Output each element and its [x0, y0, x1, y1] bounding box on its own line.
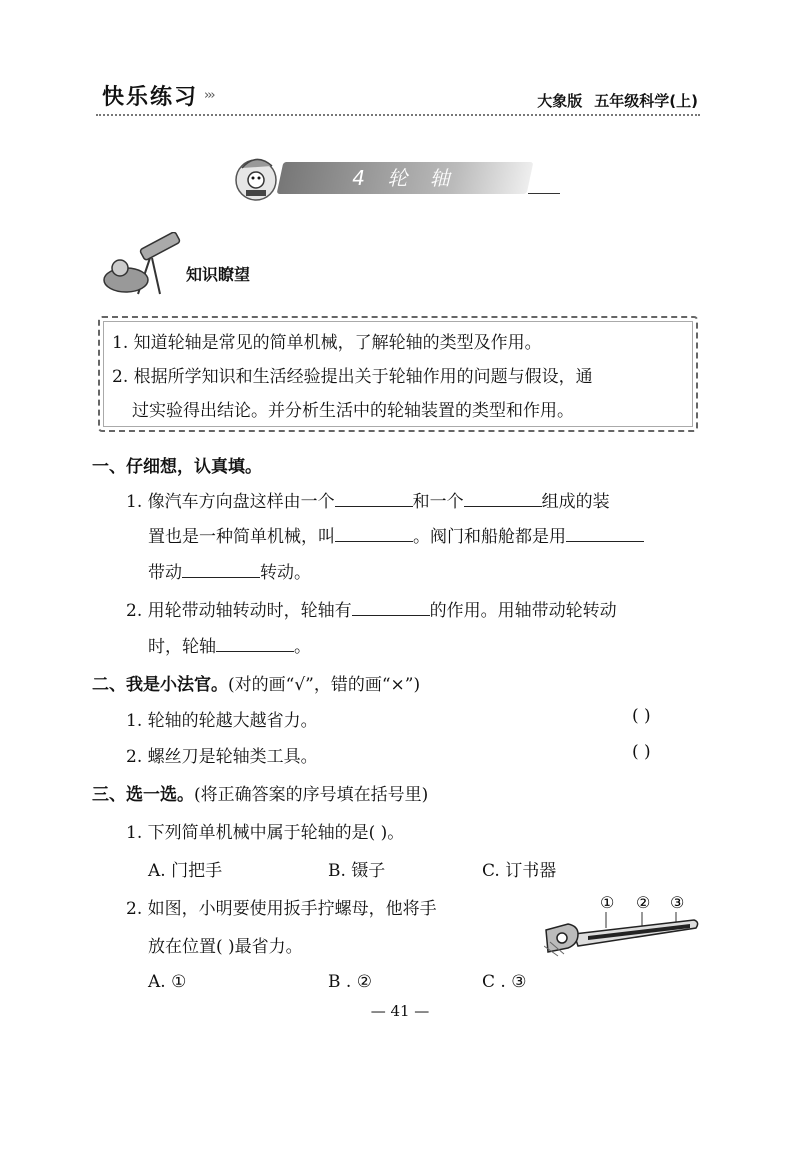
edition-label — [537, 90, 698, 111]
answer-blank[interactable] — [464, 488, 542, 507]
lesson-title: 4 轮 轴 — [352, 166, 458, 190]
mascot-illustration-icon — [228, 150, 284, 202]
section-3-title — [92, 780, 428, 805]
answer-blank[interactable] — [182, 559, 260, 578]
q1-text-g: 转动。 — [260, 563, 311, 583]
judge-q2-answer-paren[interactable]: ( ) — [632, 742, 651, 762]
q2-text-d: 。 — [294, 637, 311, 657]
publisher-label: 大象版 — [537, 92, 583, 110]
fill-q2-line2 — [148, 632, 311, 657]
section-2-heading: 二、我是小法官。 — [92, 675, 228, 695]
q1-text-d: 置也是一种简单机械，叫 — [148, 527, 335, 547]
lesson-title-banner — [228, 150, 568, 202]
choice-q1: 1. 下列简单机械中属于轮轴的是( )。 — [126, 823, 405, 843]
choice-q2-line2: 放在位置( )最省力。 — [148, 937, 303, 957]
q1-text-f: 带动 — [148, 563, 182, 583]
choice-q2-option-a[interactable]: A. ① — [148, 972, 187, 992]
answer-blank[interactable] — [335, 523, 413, 542]
chevron-decoration-icon: ››› — [204, 88, 214, 103]
judge-q2: 2. 螺丝刀是轮轴类工具。 — [126, 747, 318, 767]
learning-goals-box — [98, 316, 698, 432]
q1-text-e: 。阀门和船舱都是用 — [413, 527, 566, 547]
answer-blank[interactable] — [216, 633, 294, 652]
goal-item-1: 1. 知道轮轴是常见的简单机械，了解轮轴的类型及作用。 — [112, 333, 542, 353]
choice-q1-option-a[interactable]: A. 门把手 — [148, 861, 223, 881]
telescope-illustration-icon — [100, 232, 184, 298]
section-1-title: 一、仔细想，认真填。 — [92, 457, 262, 477]
choice-q1-option-b[interactable]: B. 镊子 — [328, 861, 386, 881]
brand-title: 快乐练习 — [102, 85, 199, 110]
page-number: — 41 — — [370, 1002, 430, 1020]
fill-q1-line1 — [126, 487, 610, 512]
wrench-position-label-3: ③ — [670, 893, 685, 912]
q2-text-a: 用轮带动轴转动时，轮轴有 — [147, 601, 352, 621]
q2-number: 2. — [126, 601, 143, 621]
q1-number: 1. — [126, 492, 143, 512]
wrench-figure — [544, 890, 700, 958]
wrench-position-label-1: ① — [600, 893, 615, 912]
goal-item-2: 2. 根据所学知识和生活经验提出关于轮轴作用的问题与假设，通 — [112, 367, 593, 387]
choice-q2-line1: 2. 如图，小明要使用扳手拧螺母，他将手 — [126, 899, 437, 919]
choice-q1-option-c[interactable]: C. 订书器 — [482, 861, 557, 881]
goal-item-2-continued: 过实验得出结论。并分析生活中的轮轴装置的类型和作用。 — [132, 401, 574, 421]
q2-text-c: 时，轮轴 — [148, 637, 216, 657]
fill-q1-line3 — [148, 558, 311, 583]
judge-q1-answer-paren[interactable]: ( ) — [632, 706, 651, 726]
title-underline — [528, 193, 560, 194]
q1-text-b: 和一个 — [412, 492, 464, 512]
knowledge-title: 知识瞭望 — [186, 265, 251, 284]
q1-text-c: 组成的装 — [541, 492, 610, 512]
section-3-note: (将正确答案的序号填在括号里) — [194, 785, 429, 805]
fill-q1-line2 — [148, 522, 644, 547]
choice-q2-option-b[interactable]: B . ② — [328, 972, 372, 992]
answer-blank[interactable] — [352, 597, 430, 616]
q1-text-a: 像汽车方向盘这样由一个 — [147, 492, 335, 512]
section-2-title — [92, 670, 420, 695]
answer-blank[interactable] — [335, 488, 413, 507]
subject-label: 五年级科学(上) — [594, 92, 698, 110]
choice-q2-option-c[interactable]: C . ③ — [482, 972, 527, 992]
q2-text-b: 的作用。用轴带动轮转动 — [429, 601, 617, 621]
fill-q2-line1 — [126, 596, 617, 621]
answer-blank[interactable] — [566, 523, 644, 542]
judge-q1: 1. 轮轴的轮越大越省力。 — [126, 711, 318, 731]
section-2-note: (对的画“√”，错的画“×”) — [228, 675, 421, 695]
section-3-heading: 三、选一选。 — [92, 785, 194, 805]
wrench-position-label-2: ② — [636, 893, 651, 912]
page-header — [96, 76, 700, 116]
